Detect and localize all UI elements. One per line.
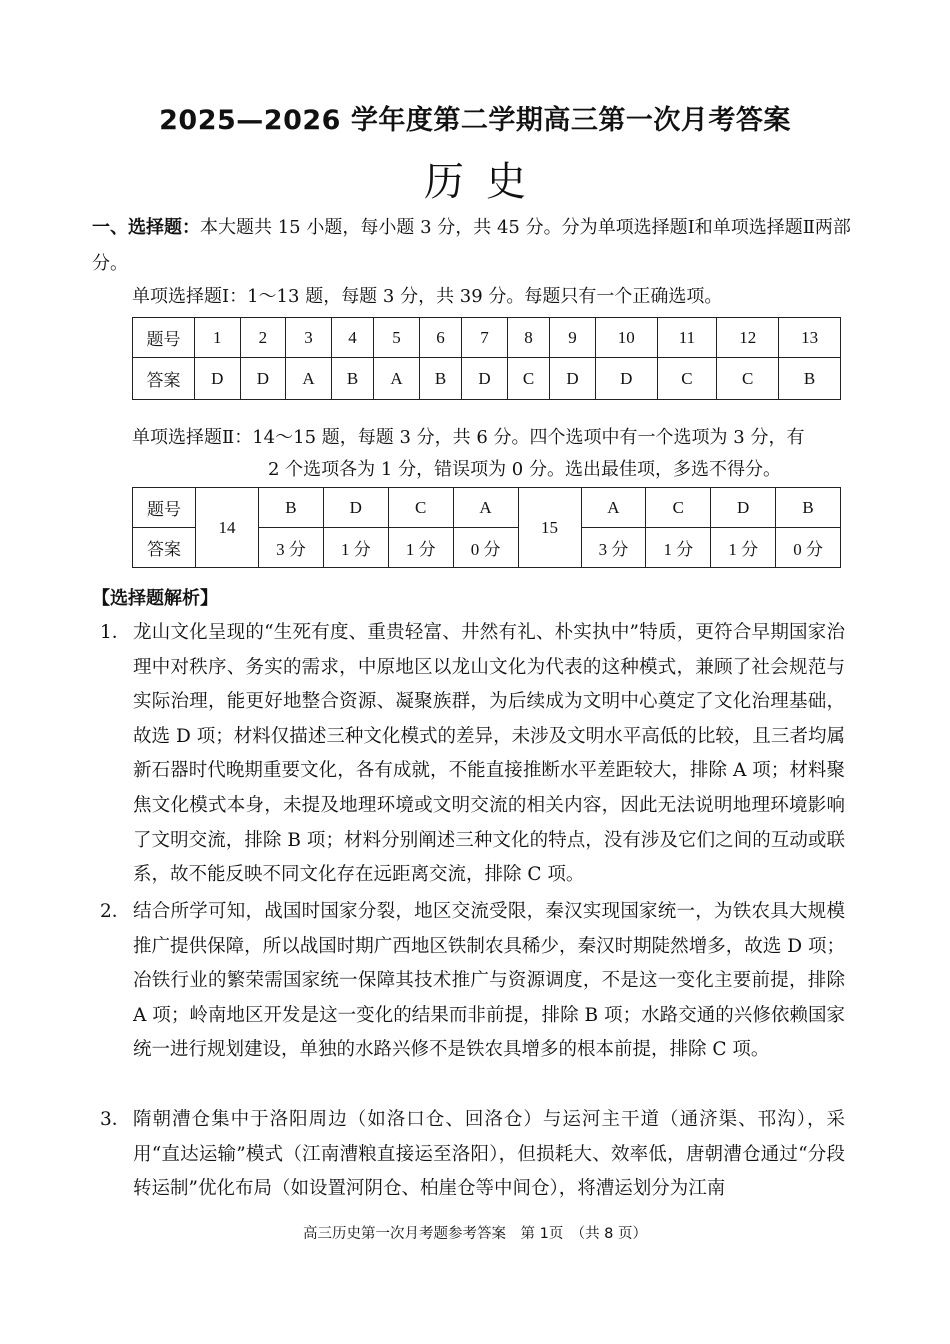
table-cell: A [453, 488, 518, 528]
table-cell: D [595, 358, 657, 400]
table-cell: C [507, 358, 549, 400]
table-cell: 8 [507, 318, 549, 358]
table-cell: D [195, 358, 241, 400]
table-cell: 7 [462, 318, 508, 358]
table-cell: 9 [550, 318, 596, 358]
item-text: 结合所学可知，战国时国家分裂，地区交流受限，秦汉实现国家统一，为铁农具大规模推广提供保障，所以战国时期广西地区铁制农具稀少，秦汉时期陡然增多，故选 D 项；冶铁行业的繁荣需国家统一保障其技术推广与资源调度，不是这一变化主要前提，排除 A 项；岭南地区开发是这一变化的结果而非前提，排除 B 项；水路交通的兴修依赖国家统一进行规划建设，单独的水路兴修不是铁农具增多的根本前提，排除 C 项。 [133, 901, 845, 1061]
table-cell: 1 [195, 318, 241, 358]
part2-intro-line2: 2 个选项各为 1 分，错误项为 0 分。选出最佳项，多选不得分。 [268, 459, 781, 480]
answer-table-part2 [132, 487, 841, 568]
table-cell: B [779, 358, 841, 400]
table-cell: 13 [779, 318, 841, 358]
part1-intro: 单项选择题Ⅰ：1～13 题，每题 3 分，共 39 分。每题只有一个正确选项。 [132, 286, 723, 307]
item-number: 2． [100, 901, 131, 922]
page-footer: 高三历史第一次月考题参考答案 第 1页 （共 8 页） [302, 1226, 648, 1242]
table-cell: 4 [331, 318, 373, 358]
table-cell: 5 [374, 318, 420, 358]
table-cell: D [462, 358, 508, 400]
table-cell: C [717, 358, 779, 400]
answer-table-part1 [132, 317, 841, 400]
table-cell: 3 分 [259, 528, 324, 568]
item-text: 龙山文化呈现的“生死有度、重贵轻富、井然有礼、朴实执中”特质，更符合早期国家治理中对秩序、务实的需求，中原地区以龙山文化为代表的这种模式，兼顾了社会规范与实际治理，能更好地整合资源、凝聚族群，为后续成为文明中心奠定了文化治理基础，故选 D 项；材料仅描述三种文化模式的差异，未涉及文明水平高低的比较，且三者均属新石器时代晚期重要文化，各有成就，不能直接推断水平差距较大，排除 A 项；材料聚焦文化模式本身，未提及地理环境或文明交流的相关内容，因此无法说明地理环境影响了文明交流，排除 B 项；材料分别阐述三种文化的特点，没有涉及它们之间的互动或联系，故不能反映不同文化存在远距离交流，排除 C 项。 [133, 622, 845, 886]
table-cell: 0 分 [453, 528, 518, 568]
table-cell: 3 分 [581, 528, 646, 568]
part2-intro-line1: 单项选择题Ⅱ：14～15 题，每题 3 分，共 6 分。四个选项中有一个选项为 3 分，有 [132, 427, 805, 448]
section-1-text: 本大题共 15 小题，每小题 3 分，共 45 分。分为单项选择题Ⅰ和单项选择题Ⅱ两部分。 [92, 217, 851, 274]
table-cell: 3 [286, 318, 332, 358]
table-cell: A [581, 488, 646, 528]
question-14-number: 14 [196, 488, 259, 568]
table-cell: B [419, 358, 461, 400]
page-title: 2025—2026 学年度第二学期高三第一次月考答案 [159, 105, 791, 136]
section-1-heading: 一、选择题： [92, 217, 200, 238]
table-label-question: 题号 [133, 318, 195, 358]
table-cell: C [646, 488, 711, 528]
table-cell: A [286, 358, 332, 400]
table-cell: C [657, 358, 717, 400]
table-label-answer: 答案 [133, 358, 195, 400]
table-cell: D [711, 488, 776, 528]
table-cell: A [374, 358, 420, 400]
table-row-questions [133, 318, 841, 358]
table-cell: 2 [240, 318, 286, 358]
table-cell: B [331, 358, 373, 400]
table-cell: 1 分 [388, 528, 453, 568]
item-number: 1． [100, 622, 131, 643]
table-cell: 1 分 [711, 528, 776, 568]
table-cell: 1 分 [646, 528, 711, 568]
item-text: 隋朝漕仓集中于洛阳周边（如洛口仓、回洛仓）与运河主干道（通济渠、邗沟），采用“直达运输”模式（江南漕粮直接运至洛阳），但损耗大、效率低，唐朝漕仓通过“分段转运制”优化布局（如设置河阴仓、柏崖仓等中间仓），将漕运划分为江南 [133, 1109, 845, 1200]
table-cell: 10 [595, 318, 657, 358]
table-row-answers [133, 358, 841, 400]
table-cell: D [550, 358, 596, 400]
table-cell: 12 [717, 318, 779, 358]
item-number: 3． [100, 1109, 131, 1130]
table-cell: 11 [657, 318, 717, 358]
table-cell: D [240, 358, 286, 400]
table-cell: B [259, 488, 324, 528]
analysis-item-2 [100, 895, 845, 1068]
section-1-instructions [92, 210, 852, 282]
table-cell: 0 分 [776, 528, 841, 568]
analysis-heading: 【选择题解析】 [92, 588, 218, 609]
table-cell: 6 [419, 318, 461, 358]
analysis-item-3 [100, 1103, 845, 1207]
table-cell: C [388, 488, 453, 528]
question-15-number: 15 [518, 488, 581, 568]
table-row-options [133, 488, 841, 528]
subject-title: 历史 [424, 159, 548, 205]
analysis-item-1 [100, 616, 845, 893]
table-cell: D [323, 488, 388, 528]
table-label-answer: 答案 [133, 528, 196, 568]
table-cell: 1 分 [323, 528, 388, 568]
table-cell: B [776, 488, 841, 528]
table-label-question: 题号 [133, 488, 196, 528]
